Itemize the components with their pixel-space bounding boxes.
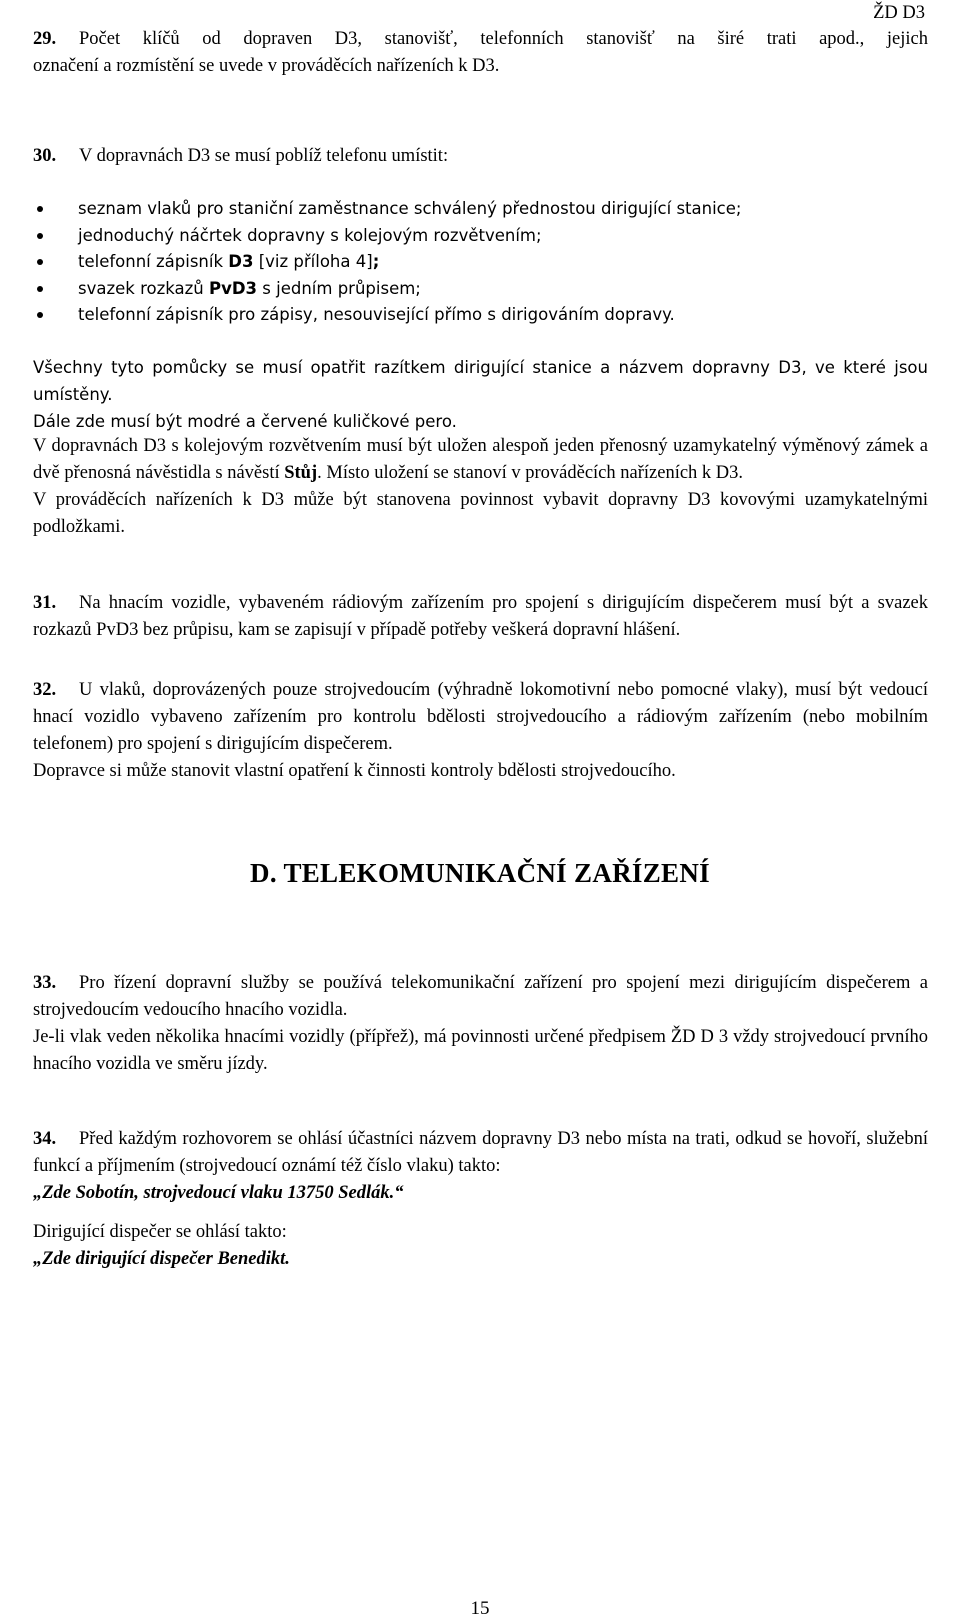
section-29-line1 (33, 26, 928, 53)
list-item-text: jednoduchý náčrtek dopravny s kolejovým rozvětvením; (78, 225, 542, 245)
signal-name: Stůj (284, 463, 318, 483)
section-31 (33, 590, 928, 644)
section-29-text: Počet klíčů od dopraven D3, stanovišť, telefonních stanovišť na širé trati apod., jejich (79, 29, 928, 49)
section-34 (33, 1126, 928, 1273)
section-number: 29. (33, 29, 57, 49)
section-32-text2: Dopravce si může stanovit vlastní opatření k činnosti kontroly bdělosti strojvedoucího. (33, 761, 676, 781)
section-32-text (33, 677, 928, 758)
section-33-body: Pro řízení dopravní služby se používá telekomunikační zařízení pro spojení mezi dirigujícím dispečerem a strojvedoucím vedoucího hnacího vozidla. (33, 973, 928, 1020)
section-30-paragraphs (33, 354, 928, 435)
section-number: 30. (33, 146, 57, 166)
header-code: ŽD D3 (873, 3, 925, 23)
section-34-body: Před každým rozhovorem se ohlásí účastníci názvem dopravny D3 nebo místa na trati, odkud se hovoří, služební funkcí a příjmením (strojvedoucí oznámí též číslo vlaku) takto: (33, 1129, 928, 1176)
bullet-icon (37, 233, 43, 239)
section-number: 31. (33, 593, 57, 613)
chapter-heading: D. TELEKOMUNIKAČNÍ ZAŘÍZENÍ (250, 858, 710, 888)
quote-driver: „Zde Sobotín, strojvedoucí vlaku 13750 Sedlák.“ (33, 1183, 404, 1203)
quote-dispatcher: „Zde dirigující dispečer Benedikt. (33, 1249, 290, 1269)
section-34-text (33, 1126, 928, 1180)
list-item-bold: ; (372, 252, 380, 271)
section-29 (33, 26, 928, 80)
list-item (33, 248, 928, 275)
list-item (33, 275, 928, 302)
section-30-intro (33, 143, 928, 170)
section-29-line2: označení a rozmístění se uvede v prováděcích nařízeních k D3. (33, 56, 500, 76)
list-item-text: telefonní zápisník (78, 252, 229, 271)
list-item (33, 301, 928, 328)
bullet-icon (37, 206, 43, 212)
section-33-text2: Je-li vlak veden několika hnacími vozidly (přípřež), má povinnosti určené předpisem ŽD D 3 vždy strojvedoucí prvního hnacího vozidla ve směru jízdy. (33, 1027, 928, 1074)
list-item-text: seznam vlaků pro staniční zaměstnance schválený přednostou dirigující stanice; (78, 199, 742, 218)
paragraph-pads: V prováděcích nařízeních k D3 může být stanovena povinnost vybavit dopravny D3 kovovými uzamykatelnými podložkami. (33, 490, 928, 537)
section-30-list (33, 195, 928, 328)
section-number: 33. (33, 973, 57, 993)
bullet-icon (37, 286, 43, 292)
section-30-intro-text: V dopravnách D3 se musí poblíž telefonu umístit: (79, 146, 449, 166)
section-34-text2: Dirigující dispečer se ohlásí takto: (33, 1222, 287, 1242)
section-number: 32. (33, 680, 57, 700)
paragraph-lock (33, 433, 928, 487)
section-33 (33, 970, 928, 1078)
list-item-text: telefonní zápisník pro zápisy, nesouvisející přímo s dirigováním dopravy. (78, 305, 675, 324)
paragraph-stamp: Všechny tyto pomůcky se musí opatřit razítkem dirigující stanice a názvem dopravny D3, ve které jsou umístěny. (33, 358, 928, 404)
section-30-more (33, 433, 928, 541)
paragraph-lock-text-end: . Místo uložení se stanoví v prováděcích nařízeních k D3. (317, 463, 744, 483)
list-item-text: s jedním průpisem; (257, 278, 421, 298)
section-32-body: U vlaků, doprovázených pouze strojvedoucím (výhradně lokomotivní nebo pomocné vlaky), musí být vedoucí hnací vozidlo vybaveno zařízením pro kontrolu bdělosti strojvedoucího a rádiovým zařízením (nebo mobilním telefonem) pro spojení s dirigujícím dispečerem. (33, 680, 928, 754)
section-31-body: Na hnacím vozidle, vybaveném rádiovým zařízením pro spojení s dirigujícím dispečerem musí být a svazek rozkazů PvD3 bez průpisu, kam se zapisují v případě potřeby veškerá dopravní hlášení. (33, 593, 928, 640)
paragraph-pens: Dále zde musí být modré a červené kuličkové pero. (33, 412, 457, 431)
section-30 (33, 143, 928, 170)
bullet-icon (37, 312, 43, 318)
list-item-text: svazek rozkazů (78, 278, 210, 298)
section-33-text (33, 970, 928, 1024)
paragraph-lock-text: V dopravnách D3 s kolejovým rozvětvením musí být uložen alespoň jeden přenosný uzamykatelný výměnový zámek a dvě přenosná návěstidla s návěstí (33, 436, 928, 483)
page-number: 15 (470, 1598, 490, 1619)
list-item-text: [viz příloha 4] (253, 252, 373, 271)
bullet-icon (37, 259, 43, 265)
section-32 (33, 677, 928, 785)
section-number: 34. (33, 1129, 57, 1149)
section-31-text (33, 590, 928, 644)
list-item (33, 222, 928, 249)
list-item-bold: PvD3 (209, 278, 258, 298)
list-item (33, 195, 928, 222)
list-item-bold: D3 (228, 252, 254, 271)
